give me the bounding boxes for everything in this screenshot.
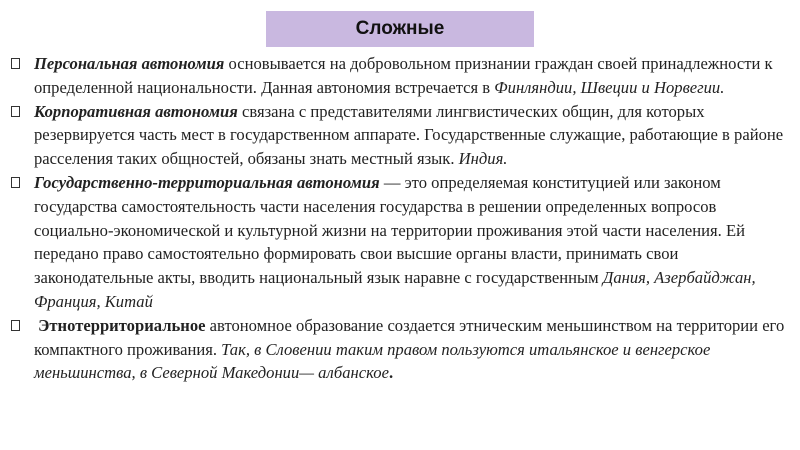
list-item-corporate-autonomy [9, 100, 794, 171]
item-text: основывается на добровольном признании граждан своей принадлежности к определенной национальности. Данная автономия встречается в [34, 54, 773, 97]
bullet-box-icon [11, 320, 20, 331]
item-example: Финляндии, Швеции и Норвегии. [494, 77, 725, 97]
slide-title: Сложные [355, 18, 445, 39]
term-personal-autonomy: Персональная автономия [34, 54, 225, 73]
content-list [9, 52, 794, 385]
item-text: — это определяемая конституцией или законом государства самостоятельность части населения государства в решении определенных вопросов социально-экономической и культурной жизни на территории проживания этой части населения. Ей передано право самостоятельно формировать свои высшие органы власти, принимать свои законодательные акты, вводить национальный язык наравне с государственным [34, 172, 745, 288]
list-item-ethnoterritorial [9, 314, 794, 385]
list-item-personal-autonomy [9, 52, 794, 100]
item-example: Дания, Азербайджан, Франция, Китай [34, 268, 756, 311]
term-state-territorial-autonomy: Государственно-территориальная автономия [34, 172, 380, 192]
item-example: Индия. [458, 149, 508, 169]
bullet-box-icon [11, 58, 20, 69]
item-example: Так, в Словении таким правом пользуются итальянское и венгерское меньшинства, в Северной Македонии— албанское [34, 339, 711, 383]
item-text: автономное образование создается этническим меньшинством на территории его компактного проживания. [34, 315, 785, 359]
title-banner [266, 11, 534, 47]
item-end: . [388, 363, 394, 383]
bullet-box-icon [11, 106, 20, 117]
item-text: связана с представителями лингвистических общин, для которых резервируется часть мест в государственном аппарате. Государственные служащие, работающие в районе расселения таких общностей, обязаны знать местный язык. [34, 101, 784, 169]
bullet-box-icon [11, 177, 20, 188]
list-item-state-territorial-autonomy [9, 171, 794, 314]
term-ethnoterritorial: Этнотерриториальное [38, 315, 206, 335]
term-corporate-autonomy: Корпоративная автономия [34, 101, 238, 121]
